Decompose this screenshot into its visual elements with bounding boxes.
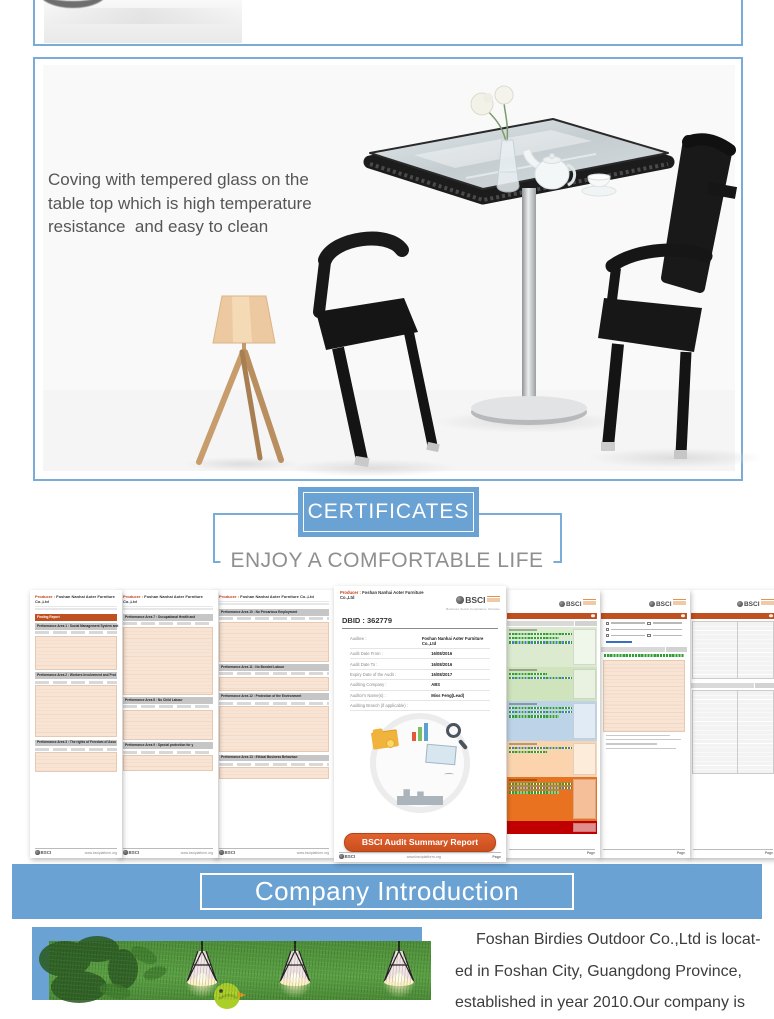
performance-area-bar: Performance Area 13 : Ethical Business Behaviour — [219, 755, 329, 762]
checkbox-row — [606, 628, 682, 631]
doc-subline — [219, 617, 329, 620]
certificate-page-6 — [598, 590, 690, 858]
doc-header — [692, 593, 774, 611]
doc-header — [602, 593, 686, 611]
bsci-logo-icon: BSCI — [219, 850, 235, 855]
table-row: Auditing Branch (if applicable) : — [350, 701, 490, 711]
gallery-card-top — [33, 0, 743, 46]
plant-wall-photo — [49, 941, 431, 1000]
certificates-title: CERTIFICATES — [307, 500, 470, 523]
doc-subline — [123, 751, 213, 754]
table-row: Auditee : Foshan Nanhai Aoter Furniture Co.,Ltd — [350, 634, 490, 649]
checkbox-row — [606, 622, 682, 625]
dbid-text: DBID : 362779 — [342, 616, 498, 629]
doc-footer — [693, 849, 773, 856]
producer-label: Producer : — [219, 594, 240, 599]
footer-url: www.bsciplatform.org — [84, 850, 117, 855]
certificates-subtitle: ENJOY A COMFORTABLE LIFE — [220, 549, 553, 573]
doc-subline — [35, 631, 117, 634]
finding-block — [219, 767, 329, 779]
producer-name: Foshan Nanhai Aoter Furniture Co.,Ltd — [35, 594, 115, 604]
rating-band-red — [507, 821, 597, 834]
finding-block — [35, 752, 117, 772]
performance-area-bar: Performance Area 2 : Workers Involvement and Prot — [35, 672, 117, 679]
rating-band-blue — [507, 701, 597, 741]
doc-subline — [219, 702, 329, 705]
bsci-tagline: Business Social Compliance Initiative — [446, 606, 500, 611]
doc-header — [123, 594, 213, 604]
finding-block — [35, 685, 117, 737]
feature-caption — [48, 168, 312, 239]
page-number: Page — [676, 851, 685, 855]
bsci-logo-icon: BSCI — [35, 850, 51, 855]
performance-area-bar: Performance Area 8 : No Child Labour — [123, 697, 213, 704]
producer-name: Foshan Nanhai Aoter Furniture Co.,Ltd — [240, 594, 314, 599]
doc-header — [35, 594, 117, 604]
bsci-logo-icon: BSCI — [339, 854, 355, 859]
certificate-page-2 — [118, 590, 218, 858]
producer-label: Producer : — [123, 594, 144, 599]
rating-band-orange — [507, 777, 597, 821]
footer-url: www.bsciplatform.org — [296, 850, 329, 855]
producer-name: Foshan Nanhai Aoter Furniture Co.,Ltd — [123, 594, 203, 604]
doc-header — [340, 590, 500, 611]
company-intro-banner — [12, 864, 762, 919]
finding-block — [123, 755, 213, 771]
rating-band-green — [507, 627, 597, 667]
tablet-icon — [425, 744, 457, 766]
bsci-logo-icon: BSCI — [123, 850, 139, 855]
doc-footer — [219, 848, 329, 856]
rating-squares-row — [604, 654, 684, 657]
gear-icon — [591, 614, 595, 618]
certificate-page-7 — [688, 590, 774, 858]
metal-detail-shape — [38, 0, 108, 8]
section-header-bar — [691, 613, 774, 619]
chart-bars-icon — [412, 723, 428, 741]
doc-header — [219, 594, 329, 599]
page-number: Page — [764, 851, 773, 855]
certificate-documents — [12, 586, 773, 864]
bsci-logo-icon: BSCI — [559, 593, 596, 611]
footer-url: www.bsciplatform.org — [180, 850, 213, 855]
doc-meta-lines — [219, 601, 329, 606]
audit-summary-table — [350, 634, 490, 712]
producer-block — [340, 590, 433, 601]
finding-block — [219, 706, 329, 752]
company-intro-paragraph — [455, 924, 762, 1019]
doc-subline — [35, 748, 117, 751]
table-row: Expiry Date of the Audit : 16/08/2017 — [350, 670, 490, 680]
performance-area-bar: Performance Area 11 : No Bonded Labour — [219, 664, 329, 671]
column-header — [691, 683, 774, 688]
caption-line: resistance and easy to clean — [48, 217, 269, 236]
performance-area-bar: Performance Area 10 : No Precarious Employment — [219, 609, 329, 616]
doc-footer — [339, 852, 501, 860]
gear-icon — [769, 614, 773, 618]
certificate-page-1 — [30, 590, 122, 858]
caption-line: table top which is high temperature — [48, 193, 312, 213]
performance-area-bar: Performance Area 3 : The rights of Freedom of Asso — [35, 740, 117, 747]
doc-footer — [35, 848, 117, 856]
audit-illustration — [334, 715, 506, 848]
bsci-logo-icon: BSCI — [737, 593, 774, 611]
finding-block — [219, 622, 329, 662]
producer-label: Producer : — [340, 590, 361, 595]
workers-table — [692, 690, 774, 774]
photo-grain-overlay — [49, 941, 431, 1000]
checkbox-row — [606, 634, 682, 637]
intro-line: established in year 2010.Our company is — [455, 994, 745, 1011]
doc-header — [508, 593, 596, 611]
performance-area-bar: Performance Area 1 : Social Management System and — [35, 623, 117, 630]
performance-area-bar: Performance Area 7 : Occupational Health and — [123, 614, 213, 621]
facility-table — [692, 621, 774, 679]
gear-icon — [681, 614, 685, 618]
finding-report-bar: Finding Report — [35, 614, 117, 621]
link-line — [606, 641, 632, 643]
certificate-summary-page — [334, 586, 506, 862]
table-row: Auditor's Name(s) : Miss Feng(Lead) — [350, 691, 490, 701]
doc-subline — [123, 622, 213, 625]
bsci-logo-text-block — [487, 596, 500, 603]
doc-meta-lines — [123, 606, 213, 611]
certificate-page-3 — [214, 590, 334, 858]
performance-area-bar: Performance Area 9 : Special protection for y — [123, 742, 213, 749]
company-intro-title: Company Introduction — [254, 876, 520, 906]
page-number: Page — [586, 851, 595, 855]
doc-subline — [35, 681, 117, 684]
doc-meta-lines — [35, 606, 117, 611]
intro-line: ed in Foshan City, Guangdong Province, — [455, 962, 742, 980]
footer-url: www.bsciplatform.org — [406, 854, 441, 859]
section-header-bar — [507, 613, 597, 619]
certificates-title-badge — [298, 487, 479, 537]
rating-band-peach — [507, 741, 597, 777]
bsci-wordmark: BSCI — [465, 595, 486, 605]
doc-footer — [603, 849, 685, 856]
doc-footer — [509, 849, 595, 856]
producer-label: Producer : — [35, 594, 56, 599]
caption-line: Coving with tempered glass on the — [48, 170, 309, 189]
photo-sheen — [44, 8, 242, 24]
doc-subline — [219, 672, 329, 675]
company-intro-title-box — [200, 873, 574, 910]
section-header-bar — [601, 613, 687, 619]
finding-block — [123, 627, 213, 695]
summary-report-banner: BSCI Audit Summary Report — [344, 833, 496, 852]
bsci-logo — [446, 590, 500, 611]
table-row: Auditing Company : ABS — [350, 680, 490, 690]
doc-footer — [123, 848, 213, 856]
performance-area-bar: Performance Area 12 : Protection of the Environment — [219, 693, 329, 700]
bsci-globe-icon — [456, 596, 464, 604]
certificate-page-5 — [504, 590, 600, 858]
product-description-page — [12, 0, 773, 1011]
intro-line: Foshan Birdies Outdoor Co.,Ltd is locat- — [476, 931, 761, 948]
column-header — [507, 621, 597, 626]
table-row: Audit Date To : 16/08/2016 — [350, 659, 490, 669]
rating-band-green — [507, 667, 597, 701]
table-row: Audit Date From : 16/08/2016 — [350, 649, 490, 659]
doc-subline — [219, 763, 329, 766]
remarks-block — [603, 660, 685, 732]
doc-subline — [123, 705, 213, 708]
finding-block — [35, 636, 117, 670]
bsci-logo-icon: BSCI — [649, 593, 686, 611]
page-number: Page — [492, 854, 501, 859]
dining-set-photo — [36, 60, 742, 480]
finding-block — [219, 677, 329, 691]
finding-block — [123, 710, 213, 740]
feature-card — [33, 57, 743, 481]
producer-name: Foshan Nanhai Aoter Furniture Co.,Ltd — [340, 590, 424, 601]
product-photo-partial — [44, 0, 242, 43]
column-header — [601, 647, 687, 652]
